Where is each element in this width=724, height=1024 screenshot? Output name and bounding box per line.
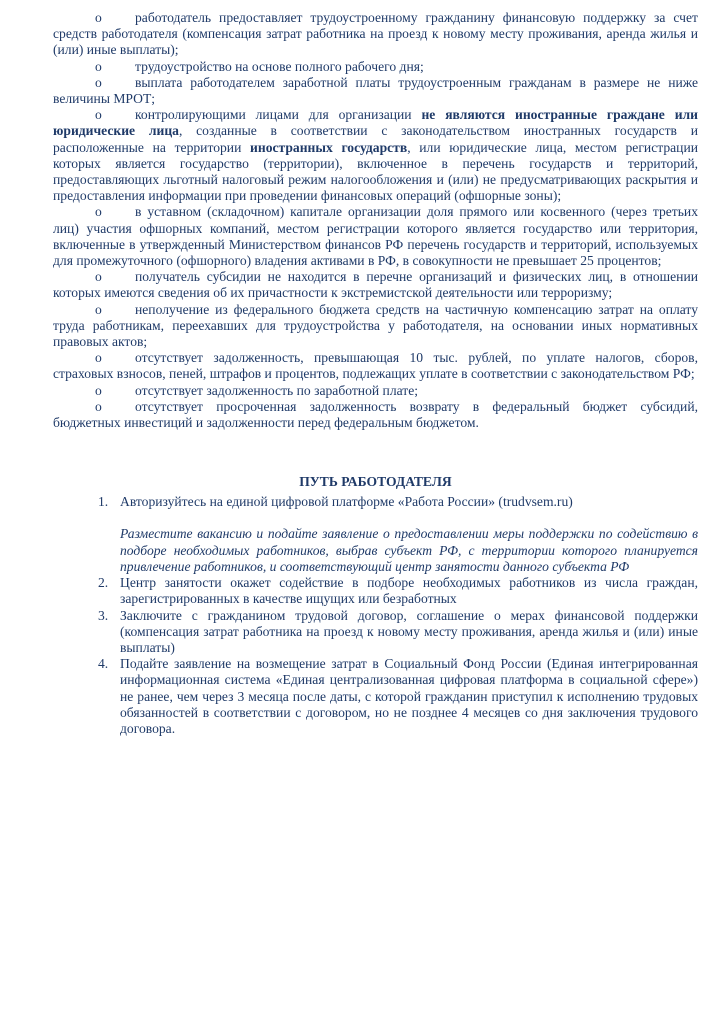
bullet-item: o отсутствует задолженность, превышающая 10 тыс. рублей, по уплате налогов, сборов, страховых взносов, пеней, штрафов и процентов, подлежащих уплате в соответствии с законодательством РФ; bbox=[53, 350, 698, 382]
bullet-item: o отсутствует задолженность по заработной плате; bbox=[53, 383, 698, 399]
bullet-item: o в уставном (складочном) капитале организации доля прямого или косвенного (через третьих лиц) участия офшорных компаний, местом регистрации которого является государство или территория, включенные в утвержденный Министерством финансов РФ перечень государств и территорий, используемых для промежуточного (офшорного) владения активами в РФ, в совокупности не превышает 25 процентов; bbox=[53, 204, 698, 269]
step-text: Центр занятости окажет содействие в подборе необходимых работников из числа граждан, зарегистрированных в качестве ищущих или безработных bbox=[120, 575, 698, 607]
bullet-marker: o bbox=[95, 58, 102, 74]
bullet-item: o получатель субсидии не находится в перечне организаций и физических лиц, в отношении которых имеются сведения об их причастности к экстремистской деятельности или терроризму; bbox=[53, 269, 698, 301]
bold-text: иностранных государств bbox=[250, 139, 408, 155]
employer-steps-list bbox=[53, 494, 698, 737]
bullet-marker: o bbox=[95, 107, 102, 123]
bullet-marker: o bbox=[95, 382, 102, 398]
step-number: 3. bbox=[98, 607, 109, 623]
bullet-marker: o bbox=[95, 350, 102, 366]
step-note: Разместите вакансию и подайте заявление о предоставлении меры поддержки по содействию в подборе необходимых работников, выбрав субъект РФ, с территории которого планируется привлечение работников, и соответствующий центр занятости данного субъекта РФ bbox=[120, 526, 698, 574]
step-number: 2. bbox=[98, 575, 109, 591]
step-item bbox=[53, 608, 698, 657]
step-number: 4. bbox=[98, 656, 109, 672]
bullet-marker: o bbox=[95, 74, 102, 90]
bullet-marker: o bbox=[95, 301, 102, 317]
bullet-item: o трудоустройство на основе полного рабочего дня; bbox=[53, 59, 698, 75]
step-text: Авторизуйтесь на единой цифровой платформе «Работа России» (trudvsem.ru) bbox=[120, 494, 573, 510]
bullet-marker: o bbox=[95, 10, 102, 25]
requirements-list bbox=[53, 10, 698, 431]
bullet-item: o выплата работодателем заработной платы трудоустроенным гражданам в размере не ниже величины МРОТ; bbox=[53, 74, 698, 107]
bullet-marker: o bbox=[95, 269, 102, 285]
step-text: Подайте заявление на возмещение затрат в Социальный Фонд России (Единая интегрированная информационная система «Единая централизованная цифровая платформа в социальной сфере») не ранее, чем через 3 месяца после даты, с которой гражданин приступил к исполнению трудовых обязанностей в соответствии с договором, но не позднее 4 месяцев со дня заключения трудового договора. bbox=[120, 656, 698, 736]
bullet-marker: o bbox=[95, 398, 102, 414]
step-item bbox=[53, 494, 698, 575]
bullet-item: o контролирующими лицами для организации не являются иностранные граждане или юридические лица, созданные в соответствии с законодательством иностранных государств и расположенные на территории иностранных государств, или юридические лица, местом регистрации которых является государство (территории), включенное в перечень государств и территорий, предоставляющих льготный налоговый режим налогообложения и (или) не предусматривающих раскрытия и предоставления информации при проведении финансовых операций (офшорные зоны); bbox=[53, 107, 698, 204]
bullet-marker: o bbox=[95, 204, 102, 220]
step-number: 1. bbox=[98, 494, 109, 510]
step-text: Заключите с гражданином трудовой договор, соглашение о мерах финансовой поддержки (компенсация затрат работника на проезд к новому месту проживания, аренда жилья и (или) иные выплаты) bbox=[120, 607, 698, 655]
step-item bbox=[53, 575, 698, 607]
bullet-item: o работодатель предоставляет трудоустроенному гражданину финансовую поддержку за счет средств работодателя (компенсация затрат работника на проезд к новому месту проживания, аренда жилья и (или) иные выплаты); bbox=[53, 10, 698, 58]
bullet-item: o отсутствует просроченная задолженность возврату в федеральный бюджет субсидий, бюджетных инвестиций и задолженности перед федеральным бюджетом. bbox=[53, 398, 698, 431]
step-item bbox=[53, 656, 698, 737]
bold-text: не являются иностранные граждане или юридические лица bbox=[53, 107, 698, 139]
bullet-item: o неполучение из федерального бюджета средств на частичную компенсацию затрат на оплату труда работникам, переехавших для трудоустройства у работодателя, на основании иных нормативных правовых актов; bbox=[53, 301, 698, 350]
section-title: ПУТЬ РАБОТОДАТЕЛЯ bbox=[299, 474, 452, 490]
